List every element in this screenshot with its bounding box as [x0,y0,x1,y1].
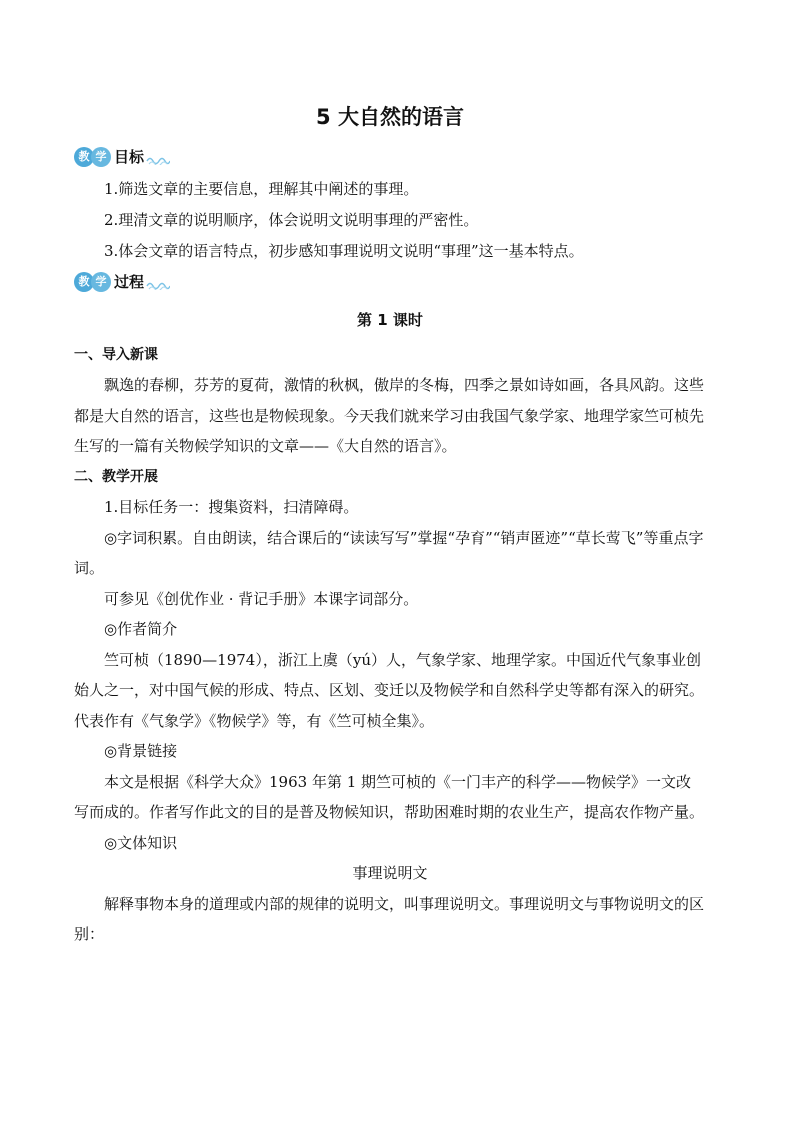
vocab-paragraph: ◎字词积累。自由朗读，结合课后的“读读写写”掌握“孕育”“销声匿迹”“草长莺飞”等重点字词。 [74,528,704,577]
author-label: ◎作者简介 [104,620,178,638]
task-line: 1.目标任务一：搜集资料，扫清障碍。 [104,498,359,516]
goal-item: 2.理清文章的说明顺序，体会说明文说明事理的严密性。 [104,211,479,229]
process-header [74,269,706,295]
background-label: ◎背景链接 [104,742,178,760]
background-paragraph: 本文是根据《科学大众》1963 年第 1 期竺可桢的《一门丰产的科学——物候学》一文改写而成的。作者写作此文的目的是普及物候知识，帮助困难时期的农业生产，提高农作物产量。 [74,772,705,821]
badge-char-1: 教 [74,147,94,167]
process-header-label: 过程 [114,273,145,291]
goals-header [74,144,706,170]
goal-item: 1.筛选文章的主要信息，理解其中阐述的事理。 [104,180,419,198]
genre-label: ◎文体知识 [104,833,178,852]
goals-header-label: 目标 [114,148,145,166]
vocab-reference: 可参见《创优作业 · 背记手册》本课字词部分。 [104,589,419,608]
document-title: 5 大自然的语言 [316,105,464,129]
wave-decoration-icon [146,155,170,165]
genre-paragraph: 解释事物本身的道理或内部的规律的说明文，叫事理说明文。事理说明文与事物说明文的区别： [74,894,705,943]
goals-list [74,174,706,267]
section-heading: 一、导入新课 [74,346,158,363]
goal-item: 3.体会文章的语言特点，初步感知事理说明文说明“事理”这一基本特点。 [104,242,584,260]
teaching-badge [74,272,111,292]
badge-char-1: 教 [74,272,94,292]
lesson-title: 第 1 课时 [357,311,423,329]
genre-title: 事理说明文 [352,864,428,882]
teaching-badge [74,147,111,167]
author-paragraph: 竺可桢（1890—1974），浙江上虞（yú）人，气象学家、地理学家。中国近代气象事业创始人之一，对中国气候的形成、特点、区划、变迁以及物候学和自然科学史等都有深入的研究。代表作有《气象学》《物候学》等，有《竺可桢全集》。 [74,650,705,730]
wave-decoration-icon [146,280,170,290]
badge-char-2: 学 [91,272,111,292]
badge-char-2: 学 [91,147,111,167]
section-heading: 二、教学开展 [74,468,158,485]
intro-paragraph: 飘逸的春柳，芬芳的夏荷，激情的秋枫，傲岸的冬梅，四季之景如诗如画，各具风韵。这些都是大自然的语言，这些也是物候现象。今天我们就来学习由我国气象学家、地理学家竺可桢先生写的一篇有关物候学知识的文章——《大自然的语言》。 [74,376,705,455]
